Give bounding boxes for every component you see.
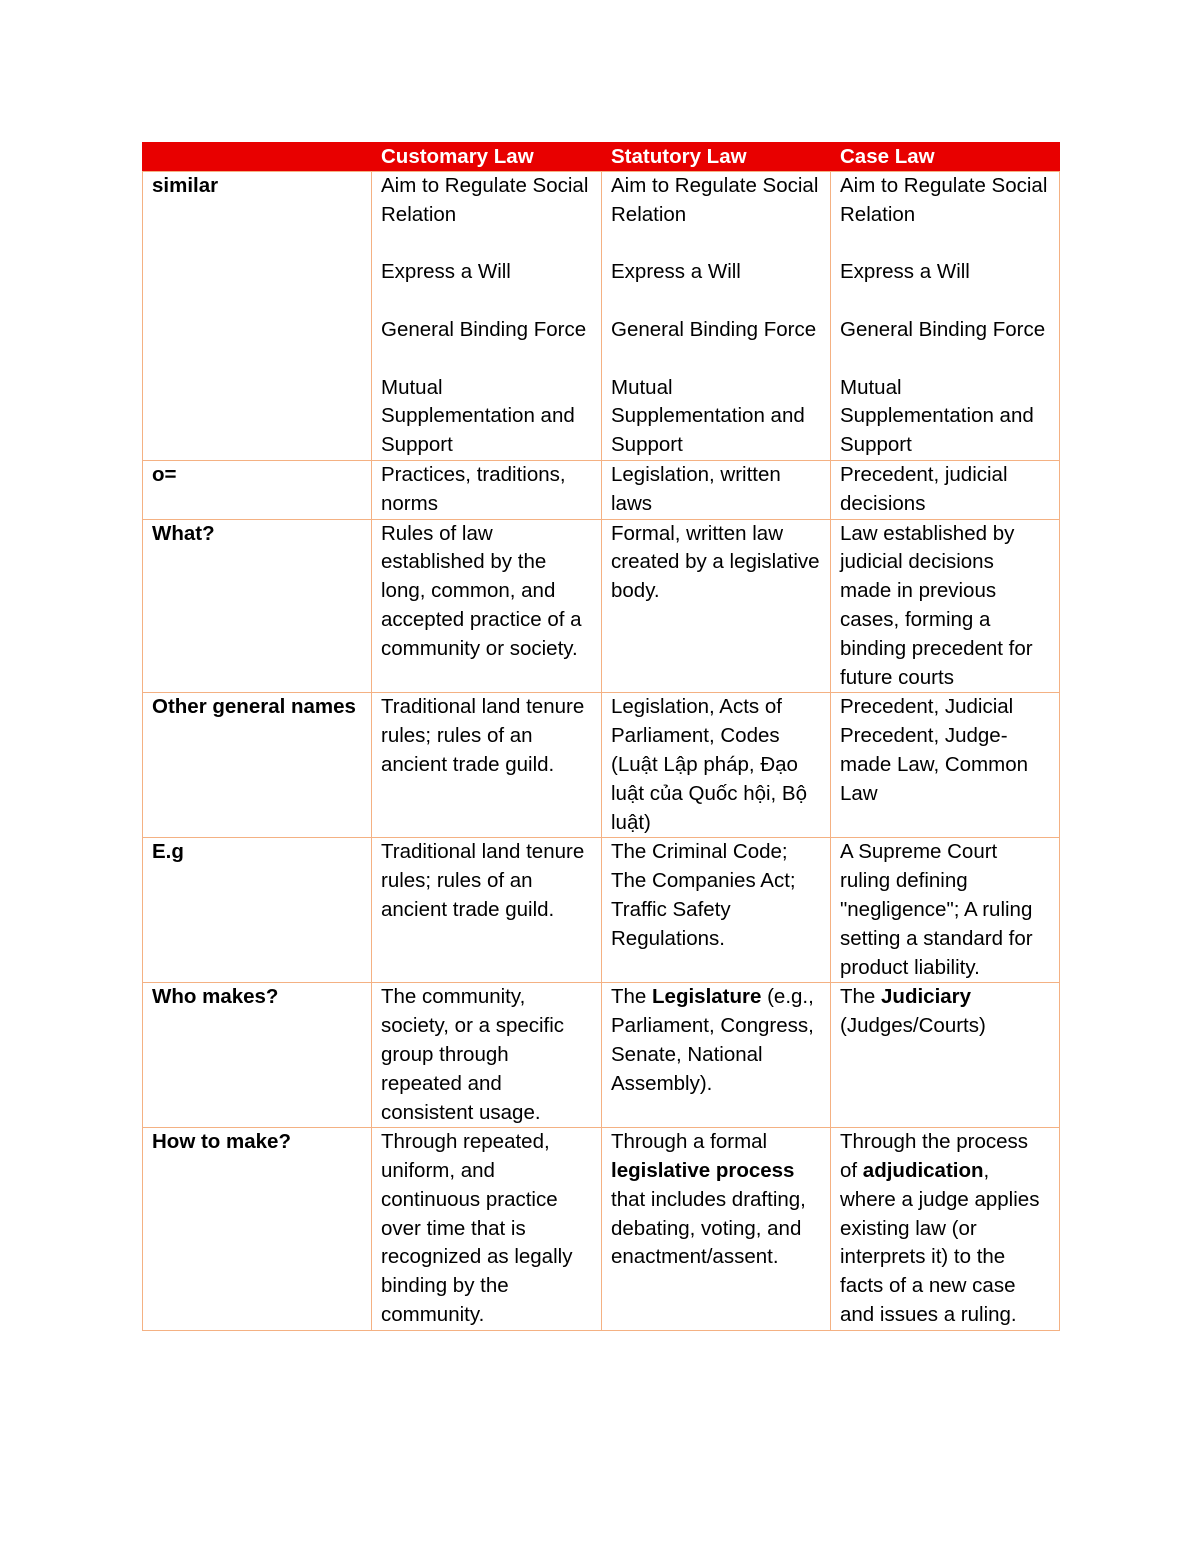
similar-cell-customary (372, 172, 602, 461)
cell-statutory: The Criminal Code; The Companies Act; Traffic Safety Regulations. (602, 838, 831, 983)
table-row-how-to-make (143, 1128, 1060, 1331)
bold-term: Judiciary (881, 985, 972, 1009)
similar-item: Aim to Regulate Social Relation (840, 174, 1048, 226)
cell-statutory (602, 1128, 831, 1331)
text-fragment: The (611, 985, 653, 1009)
row-label-who-makes: Who makes? (143, 983, 372, 1128)
header-case-law: Case Law (831, 143, 1060, 172)
similar-item: Express a Will (381, 260, 511, 284)
cell-case: Precedent, Judicial Precedent, Judge-made Law, Common Law (831, 693, 1060, 838)
similar-item: Aim to Regulate Social Relation (611, 174, 819, 226)
cell-case: Precedent, judicial decisions (831, 460, 1060, 519)
text-fragment: (e.g., Parliament, Congress, Senate, National Assembly). (611, 985, 814, 1095)
header-row (143, 143, 1060, 172)
header-customary-law: Customary Law (372, 143, 602, 172)
cell-statutory (602, 983, 831, 1128)
table-row-equivalent (143, 460, 1060, 519)
similar-cell-case (831, 172, 1060, 461)
table-row-similar (143, 172, 1060, 461)
row-label-what: What? (143, 519, 372, 693)
cell-customary: Traditional land tenure rules; rules of an ancient trade guild. (372, 693, 602, 838)
similar-item: Express a Will (611, 260, 741, 284)
similar-item: Mutual Supplementation and Support (840, 375, 1034, 457)
cell-statutory: Formal, written law created by a legislative body. (602, 519, 831, 693)
similar-item: Mutual Supplementation and Support (381, 375, 575, 457)
cell-case (831, 1128, 1060, 1331)
text-fragment: (Judges/Courts) (840, 1014, 986, 1038)
law-comparison-table (142, 142, 1060, 1331)
cell-customary: Through repeated, uniform, and continuous practice over time that is recognized as legally binding by the community. (372, 1128, 602, 1331)
bold-term: Legislature (652, 985, 762, 1009)
table-row-examples (143, 838, 1060, 983)
header-statutory-law: Statutory Law (602, 143, 831, 172)
row-label-other-names: Other general names (143, 693, 372, 838)
row-label-how-to-make: How to make? (143, 1128, 372, 1331)
table-row-who-makes (143, 983, 1060, 1128)
cell-customary: Rules of law established by the long, common, and accepted practice of a community or society. (372, 519, 602, 693)
cell-customary: The community, society, or a specific group through repeated and consistent usage. (372, 983, 602, 1128)
text-fragment: Through the process of (840, 1130, 1029, 1183)
similar-item: General Binding Force (381, 317, 587, 341)
row-label-examples: E.g (143, 838, 372, 983)
cell-customary: Traditional land tenure rules; rules of an ancient trade guild. (372, 838, 602, 983)
text-fragment: that includes drafting, debating, voting, and enactment/assent. (611, 1187, 806, 1269)
similar-cell-statutory (602, 172, 831, 461)
cell-case (831, 983, 1060, 1128)
similar-item: General Binding Force (611, 317, 817, 341)
row-label-similar: similar (143, 172, 372, 461)
bold-term: adjudication (862, 1159, 984, 1183)
bold-term: legislative process (611, 1159, 795, 1183)
cell-case: A Supreme Court ruling defining "negligence"; A ruling setting a standard for product liability. (831, 838, 1060, 983)
table-row-what (143, 519, 1060, 693)
row-label-equivalent: o= (143, 460, 372, 519)
table-row-other-names (143, 693, 1060, 838)
text-fragment: Through a formal (611, 1130, 768, 1154)
similar-item: Express a Will (840, 260, 970, 284)
text-fragment: , where a judge applies existing law (or interprets it) to the facts of a new case and issues a ruling. (840, 1159, 1040, 1327)
header-cell-empty (143, 143, 372, 172)
cell-case: Law established by judicial decisions made in previous cases, forming a binding precedent for future courts (831, 519, 1060, 693)
text-fragment: The (840, 985, 882, 1009)
similar-item: Aim to Regulate Social Relation (381, 174, 589, 226)
similar-item: Mutual Supplementation and Support (611, 375, 805, 457)
cell-statutory: Legislation, written laws (602, 460, 831, 519)
similar-item: General Binding Force (840, 317, 1046, 341)
cell-statutory: Legislation, Acts of Parliament, Codes (Luật Lập pháp, Đạo luật của Quốc hội, Bộ luật) (602, 693, 831, 838)
cell-customary: Practices, traditions, norms (372, 460, 602, 519)
